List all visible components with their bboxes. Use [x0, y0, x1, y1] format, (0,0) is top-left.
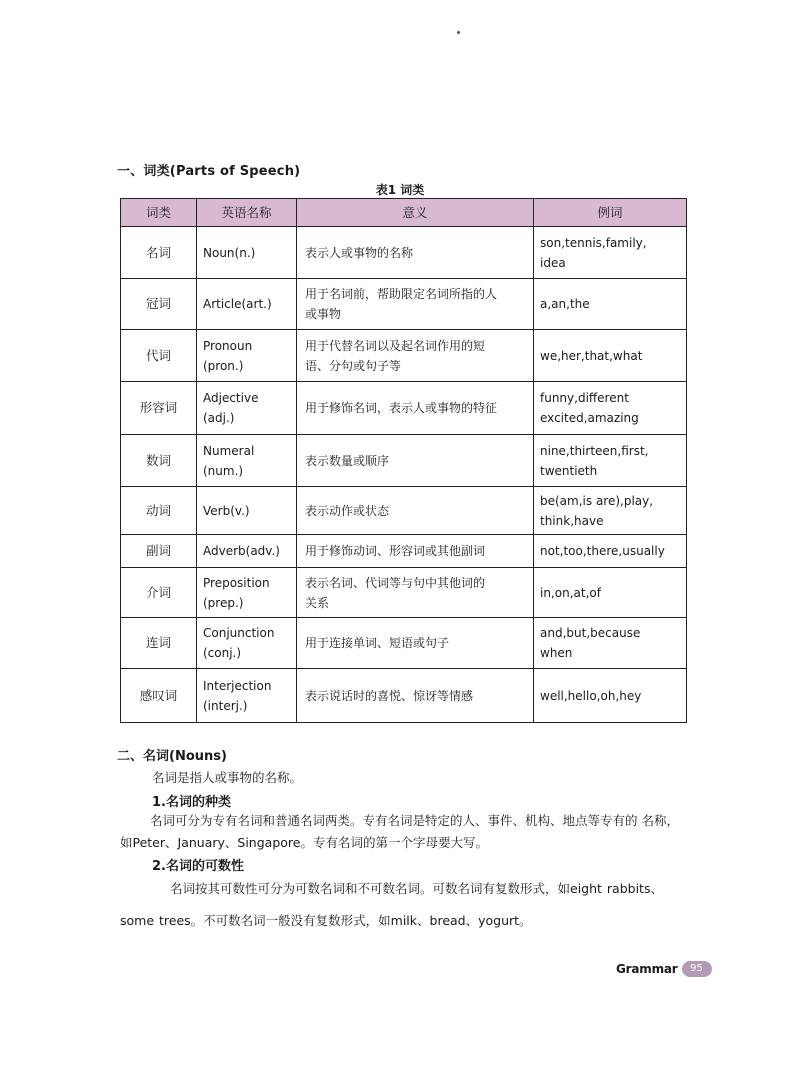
cell-examples: and,but,because when: [534, 618, 687, 669]
subsection-title-noun-types: 1.名词的种类: [152, 795, 231, 810]
table-row: [121, 568, 687, 618]
nouns-intro-text: 名词是指人或事物的名称。: [152, 770, 303, 785]
header-meaning: 意义: [297, 199, 534, 227]
header-examples: 例词: [534, 199, 687, 227]
cell-meaning: 表示数量或顺序: [297, 435, 534, 487]
cell-english-name: Pronoun (pron.): [197, 330, 297, 382]
cell-examples: nine,thirteen,first, twentieth: [534, 435, 687, 487]
cell-english-name: Article(art.): [197, 279, 297, 330]
cell-examples: we,her,that,what: [534, 330, 687, 382]
cell-word-class: 感叹词: [121, 669, 197, 723]
table-row: [121, 227, 687, 279]
cell-examples: be(am,is are),play, think,have: [534, 487, 687, 535]
cell-examples: funny,different excited,amazing: [534, 382, 687, 435]
cell-meaning: 表示说话时的喜悦、惊讶等情感: [297, 669, 534, 723]
parts-of-speech-table: [120, 198, 687, 723]
cell-meaning: 用于修饰动词、形容词或其他副词: [297, 535, 534, 568]
table-row: [121, 669, 687, 723]
subsection-title-countability: 2.名词的可数性: [152, 859, 244, 874]
cell-meaning: 表示人或事物的名称: [297, 227, 534, 279]
table-row: [121, 435, 687, 487]
cell-examples: not,too,there,usually: [534, 535, 687, 568]
cell-meaning: 用于连接单词、短语或句子: [297, 618, 534, 669]
table-caption: 表1 词类: [375, 183, 425, 197]
cell-meaning: 用于名词前，帮助限定名词所指的人 或事物: [297, 279, 534, 330]
header-english-name: 英语名称: [197, 199, 297, 227]
table-row: [121, 279, 687, 330]
cell-english-name: Verb(v.): [197, 487, 297, 535]
countability-paragraph: 名词按其可数性可分为可数名词和不可数名词。可数名词有复数形式，如eight rabbits、some trees。不可数名词一般没有复数形式，如milk、bread、yogurt。: [120, 881, 663, 928]
page-speck: [457, 31, 460, 34]
page-number-badge: 95: [682, 961, 712, 977]
cell-word-class: 动词: [121, 487, 197, 535]
cell-word-class: 名词: [121, 227, 197, 279]
cell-english-name: Interjection (interj.): [197, 669, 297, 723]
section-title-nouns: 二、名词(Nouns): [117, 749, 227, 764]
table-row: [121, 330, 687, 382]
cell-meaning: 用于修饰名词，表示人或事物的特征: [297, 382, 534, 435]
table-row: [121, 535, 687, 568]
cell-examples: well,hello,oh,hey: [534, 669, 687, 723]
cell-word-class: 副词: [121, 535, 197, 568]
cell-english-name: Adverb(adv.): [197, 535, 297, 568]
cell-english-name: Conjunction (conj.): [197, 618, 297, 669]
cell-word-class: 冠词: [121, 279, 197, 330]
cell-meaning: 用于代替名词以及起名词作用的短 语、分句或句子等: [297, 330, 534, 382]
table-row: [121, 618, 687, 669]
cell-meaning: 表示动作或状态: [297, 487, 534, 535]
cell-english-name: Preposition (prep.): [197, 568, 297, 618]
footer-section-label: Grammar: [616, 962, 678, 976]
noun-types-paragraph: 名词可分为专有名词和普通名词两类。专有名词是特定的人、事件、机构、地点等专有的 名称，如Peter、January、Singapore。专有名词的第一个字母要大写。: [120, 813, 679, 850]
cell-word-class: 介词: [121, 568, 197, 618]
table-header-row: [121, 199, 687, 227]
cell-meaning: 表示名词、代词等与句中其他词的 关系: [297, 568, 534, 618]
cell-english-name: Adjective (adj.): [197, 382, 297, 435]
cell-word-class: 连词: [121, 618, 197, 669]
header-word-class: 词类: [121, 199, 197, 227]
page-footer: [616, 961, 712, 977]
cell-examples: son,tennis,family, idea: [534, 227, 687, 279]
section-title-parts-of-speech: 一、词类(Parts of Speech): [117, 164, 301, 179]
cell-english-name: Noun(n.): [197, 227, 297, 279]
cell-examples: in,on,at,of: [534, 568, 687, 618]
cell-word-class: 形容词: [121, 382, 197, 435]
table-row: [121, 487, 687, 535]
cell-word-class: 代词: [121, 330, 197, 382]
cell-word-class: 数词: [121, 435, 197, 487]
cell-english-name: Numeral (num.): [197, 435, 297, 487]
cell-examples: a,an,the: [534, 279, 687, 330]
table-row: [121, 382, 687, 435]
